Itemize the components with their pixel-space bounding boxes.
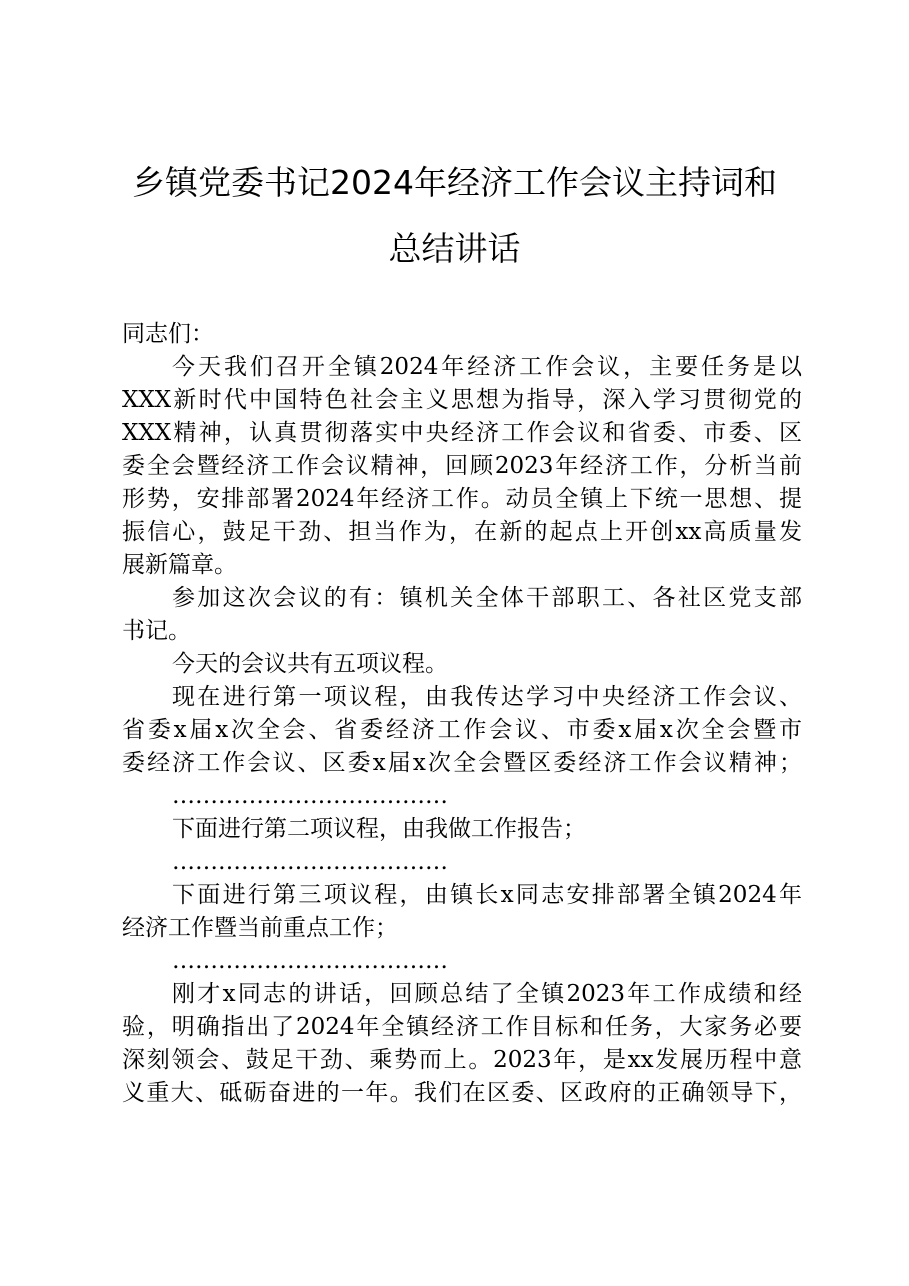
body-line: 委经济工作会议、区委x届x次全会暨区委经济工作会议精神； [122, 750, 802, 776]
body-line: 今天我们召开全镇2024年经济工作会议，主要任务是以 [172, 354, 802, 380]
body-line: ……………………………… [172, 849, 448, 875]
body-line: XXX精神，认真贯彻落实中央经济工作会议和省委、市委、区 [122, 420, 802, 446]
body-line: 刚才x同志的讲话，回顾总结了全镇2023年工作成绩和经 [172, 981, 802, 1007]
body-line: XXX新时代中国特色社会主义思想为指导，深入学习贯彻党的 [122, 387, 802, 413]
document-title-line-1: 乡镇党委书记2024年经济工作会议主持词和 [132, 163, 777, 202]
body-line: 振信心，鼓足干劲、担当作为，在新的起点上开创xx高质量发 [122, 519, 802, 545]
body-line: 深刻领会、鼓足干劲、乘势而上。2023年，是xx发展历程中意 [122, 1047, 802, 1073]
document-title-line-2: 总结讲话 [388, 229, 521, 268]
salutation: 同志们： [122, 321, 214, 347]
body-line: 委全会暨经济工作会议精神，回顾2023年经济工作，分析当前 [122, 453, 802, 479]
body-line: ……………………………… [172, 783, 448, 809]
body-line: 今天的会议共有五项议程。 [172, 651, 448, 677]
body-line: 现在进行第一项议程，由我传达学习中央经济工作会议、 [172, 684, 802, 710]
body-line: 义重大、砥砺奋进的一年。我们在区委、区政府的正确领导下， [122, 1080, 802, 1106]
body-line: 展新篇章。 [122, 552, 237, 578]
body-line: 书记。 [122, 618, 191, 644]
document-body [122, 318, 802, 1110]
body-line: 形势，安排部署2024年经济工作。动员全镇上下统一思想、提 [122, 486, 802, 512]
body-line: 经济工作暨当前重点工作； [122, 915, 398, 941]
body-line: 下面进行第二项议程，由我做工作报告； [172, 816, 586, 842]
body-line: ……………………………… [172, 948, 448, 974]
body-line: 参加这次会议的有：镇机关全体干部职工、各社区党支部 [172, 585, 802, 611]
body-line: 省委x届x次全会、省委经济工作会议、市委x届x次全会暨市 [122, 717, 802, 743]
body-line: 下面进行第三项议程，由镇长x同志安排部署全镇2024年 [172, 882, 802, 908]
body-line: 验，明确指出了2024年全镇经济工作目标和任务，大家务必要 [122, 1014, 802, 1040]
